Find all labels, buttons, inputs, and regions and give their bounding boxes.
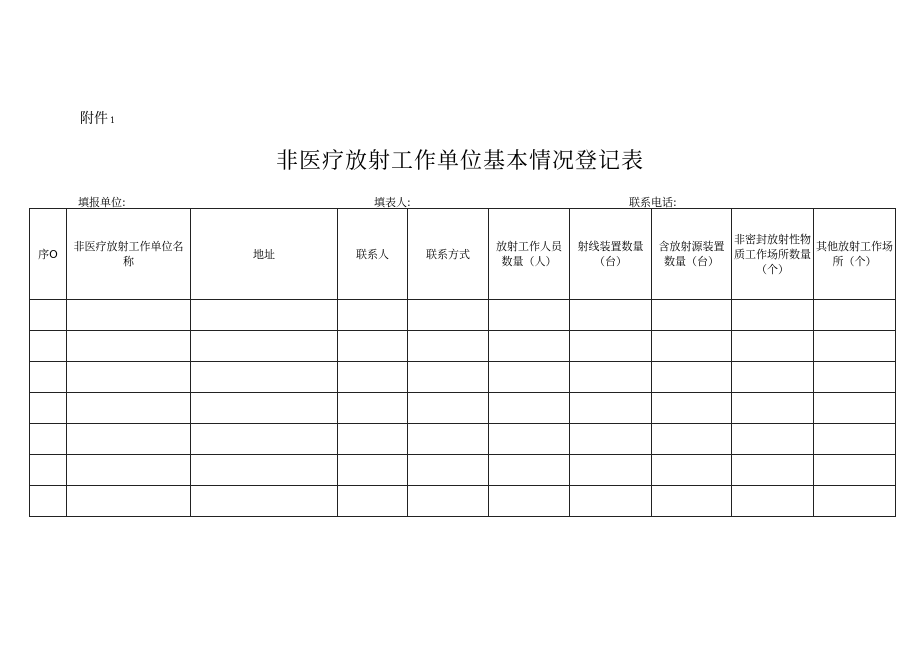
header-cell: 联系方式: [408, 209, 489, 300]
table-cell[interactable]: [191, 362, 338, 393]
table-cell[interactable]: [814, 300, 896, 331]
table-cell[interactable]: [30, 486, 67, 517]
table-cell[interactable]: [191, 424, 338, 455]
header-cell: 非密封放射性物质工作场所数量（个）: [732, 209, 814, 300]
table-cell[interactable]: [814, 331, 896, 362]
table-cell[interactable]: [489, 300, 570, 331]
attachment-number: 1: [110, 116, 116, 125]
table-cell[interactable]: [652, 486, 732, 517]
table-cell[interactable]: [489, 331, 570, 362]
table-row: [30, 455, 896, 486]
table-cell[interactable]: [652, 331, 732, 362]
fill-phone-label: 联系电话:: [629, 196, 677, 209]
table-cell[interactable]: [814, 486, 896, 517]
registration-table: [29, 208, 896, 517]
table-cell[interactable]: [338, 486, 408, 517]
attachment-text: 附件: [80, 111, 108, 127]
header-cell: 其他放射工作场所（个）: [814, 209, 896, 300]
table-cell[interactable]: [30, 393, 67, 424]
table-cell[interactable]: [67, 362, 191, 393]
table-cell[interactable]: [732, 424, 814, 455]
table-cell[interactable]: [338, 331, 408, 362]
table-cell[interactable]: [652, 424, 732, 455]
table-cell[interactable]: [570, 393, 652, 424]
table-cell[interactable]: [732, 393, 814, 424]
table-cell[interactable]: [30, 424, 67, 455]
table-row: [30, 393, 896, 424]
table-cell[interactable]: [570, 424, 652, 455]
table-cell[interactable]: [489, 393, 570, 424]
table-cell[interactable]: [408, 331, 489, 362]
header-cell: 序O: [30, 209, 67, 300]
table-cell[interactable]: [814, 455, 896, 486]
table-cell[interactable]: [652, 455, 732, 486]
table-cell[interactable]: [408, 300, 489, 331]
table-cell[interactable]: [814, 424, 896, 455]
table-cell[interactable]: [732, 486, 814, 517]
table-cell[interactable]: [191, 455, 338, 486]
table-cell[interactable]: [732, 455, 814, 486]
table-cell[interactable]: [67, 331, 191, 362]
table-cell[interactable]: [408, 424, 489, 455]
fill-filler-label: 填表人:: [374, 196, 411, 209]
table-row: [30, 300, 896, 331]
table-cell[interactable]: [191, 331, 338, 362]
table-cell[interactable]: [191, 393, 338, 424]
table-cell[interactable]: [30, 362, 67, 393]
table-cell[interactable]: [732, 300, 814, 331]
table-cell[interactable]: [67, 486, 191, 517]
table-cell[interactable]: [338, 300, 408, 331]
table-cell[interactable]: [652, 300, 732, 331]
table-cell[interactable]: [408, 486, 489, 517]
table-cell[interactable]: [570, 455, 652, 486]
table-cell[interactable]: [67, 393, 191, 424]
table-row: [30, 424, 896, 455]
table-cell[interactable]: [570, 362, 652, 393]
table-cell[interactable]: [652, 362, 732, 393]
header-cell: 含放射源装置数量（台）: [652, 209, 732, 300]
table-cell[interactable]: [30, 455, 67, 486]
table-cell[interactable]: [67, 455, 191, 486]
table-cell[interactable]: [814, 362, 896, 393]
table-cell[interactable]: [570, 300, 652, 331]
header-cell: 地址: [191, 209, 338, 300]
table-row: [30, 486, 896, 517]
attachment-label: [80, 108, 115, 128]
table-cell[interactable]: [191, 300, 338, 331]
table-cell[interactable]: [732, 362, 814, 393]
table-cell[interactable]: [489, 455, 570, 486]
table-cell[interactable]: [338, 362, 408, 393]
table-cell[interactable]: [30, 331, 67, 362]
table-cell[interactable]: [408, 455, 489, 486]
table-cell[interactable]: [814, 393, 896, 424]
table-cell[interactable]: [67, 300, 191, 331]
table-cell[interactable]: [570, 331, 652, 362]
table-cell[interactable]: [489, 362, 570, 393]
table-cell[interactable]: [570, 486, 652, 517]
header-cell: 放射工作人员数量（人）: [489, 209, 570, 300]
fill-unit-label: 填报单位:: [78, 196, 126, 209]
header-cell: 射线装置数量（台）: [570, 209, 652, 300]
table-cell[interactable]: [338, 424, 408, 455]
page-title: 非医疗放射工作单位基本情况登记表: [275, 149, 644, 174]
table-cell[interactable]: [408, 362, 489, 393]
table-cell[interactable]: [30, 300, 67, 331]
table-cell[interactable]: [732, 331, 814, 362]
table-cell[interactable]: [408, 393, 489, 424]
table-row: [30, 331, 896, 362]
table-cell[interactable]: [191, 486, 338, 517]
header-row: [30, 209, 896, 300]
table-row: [30, 362, 896, 393]
header-cell: 联系人: [338, 209, 408, 300]
table-cell[interactable]: [338, 393, 408, 424]
table-cell[interactable]: [489, 424, 570, 455]
table-cell[interactable]: [489, 486, 570, 517]
table-cell[interactable]: [67, 424, 191, 455]
table-cell[interactable]: [338, 455, 408, 486]
table-cell[interactable]: [652, 393, 732, 424]
header-cell: 非医疗放射工作单位名称: [67, 209, 191, 300]
